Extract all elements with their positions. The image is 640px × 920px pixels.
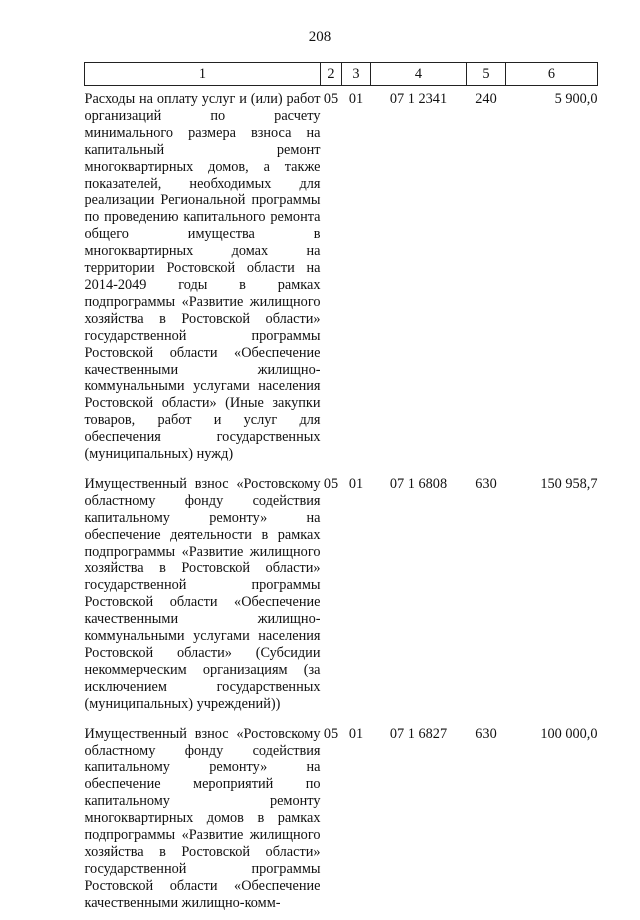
row-section: 05	[323, 475, 339, 492]
row-expense-type: 240	[475, 91, 497, 107]
table-row	[85, 721, 598, 920]
row-subsection: 01	[348, 725, 364, 742]
row-expense-type: 630	[475, 725, 497, 742]
table-row	[85, 86, 598, 471]
row-description: Расходы на оплату услуг и (или) работ организаций по расчету минимального размера взноса на капитальный ремонт многоквартирных домов, а также показателей, необходимых для реализации Региональной программы по проведению капитального ремонта общего имущества в многоквартирных домах на территории Ростовской области на 2014-2049 годы в рамках подпрограммы «Развитие жилищного хозяйства в Ростовской области» государственной программы Ростовской области «Обеспечение качественными жилищно-коммунальными услугами населения Ростовской области» (Иные закупки товаров, работ и услуг для обеспечения государственных (муниципальных) нужд)	[84, 91, 321, 463]
row-section: 05	[323, 725, 339, 742]
row-target-article: 07 1 6808	[389, 475, 448, 492]
header-col-3: 3	[342, 63, 371, 86]
row-subsection: 01	[348, 91, 364, 107]
header-col-4: 4	[371, 63, 467, 86]
row-description: Имущественный взнос «Ростовскому областному фонду содействия капитальному ремонту» на обеспечение деятельности в рамках подпрограммы «Развитие жилищного хозяйства в Ростовской области» государственной программы Ростовской области «Обеспечение качественными жилищно-коммунальными услугами населения Ростовской области» (Субсидии некоммерческим организациям (за исключением государственных (муниципальных) учреждений))	[84, 475, 321, 712]
row-amount: 150 958,7	[540, 475, 598, 492]
page-number: 208	[308, 29, 332, 45]
budget-table	[84, 62, 598, 920]
header-col-1: 1	[85, 63, 321, 86]
table-row	[85, 471, 598, 721]
row-section: 05	[323, 91, 339, 107]
header-col-6: 6	[506, 63, 598, 86]
row-amount: 100 000,0	[540, 725, 598, 742]
header-col-2: 2	[321, 63, 342, 86]
row-description: Имущественный взнос «Ростовскому областному фонду содействия капитальному ремонту» на обеспечение мероприятий по капитальному ремонту многоквартирных домов в рамках подпрограммы «Развитие жилищного хозяйства в Ростовской области» государственной программы Ростовской области «Обеспечение качественными жилищно-комм-	[84, 725, 321, 911]
row-subsection: 01	[348, 475, 364, 492]
header-col-5: 5	[467, 63, 506, 86]
row-target-article: 07 1 2341	[389, 91, 448, 107]
row-amount: 5 900,0	[554, 91, 598, 107]
row-expense-type: 630	[475, 475, 497, 492]
row-target-article: 07 1 6827	[389, 725, 448, 742]
table-header-row	[85, 63, 598, 86]
